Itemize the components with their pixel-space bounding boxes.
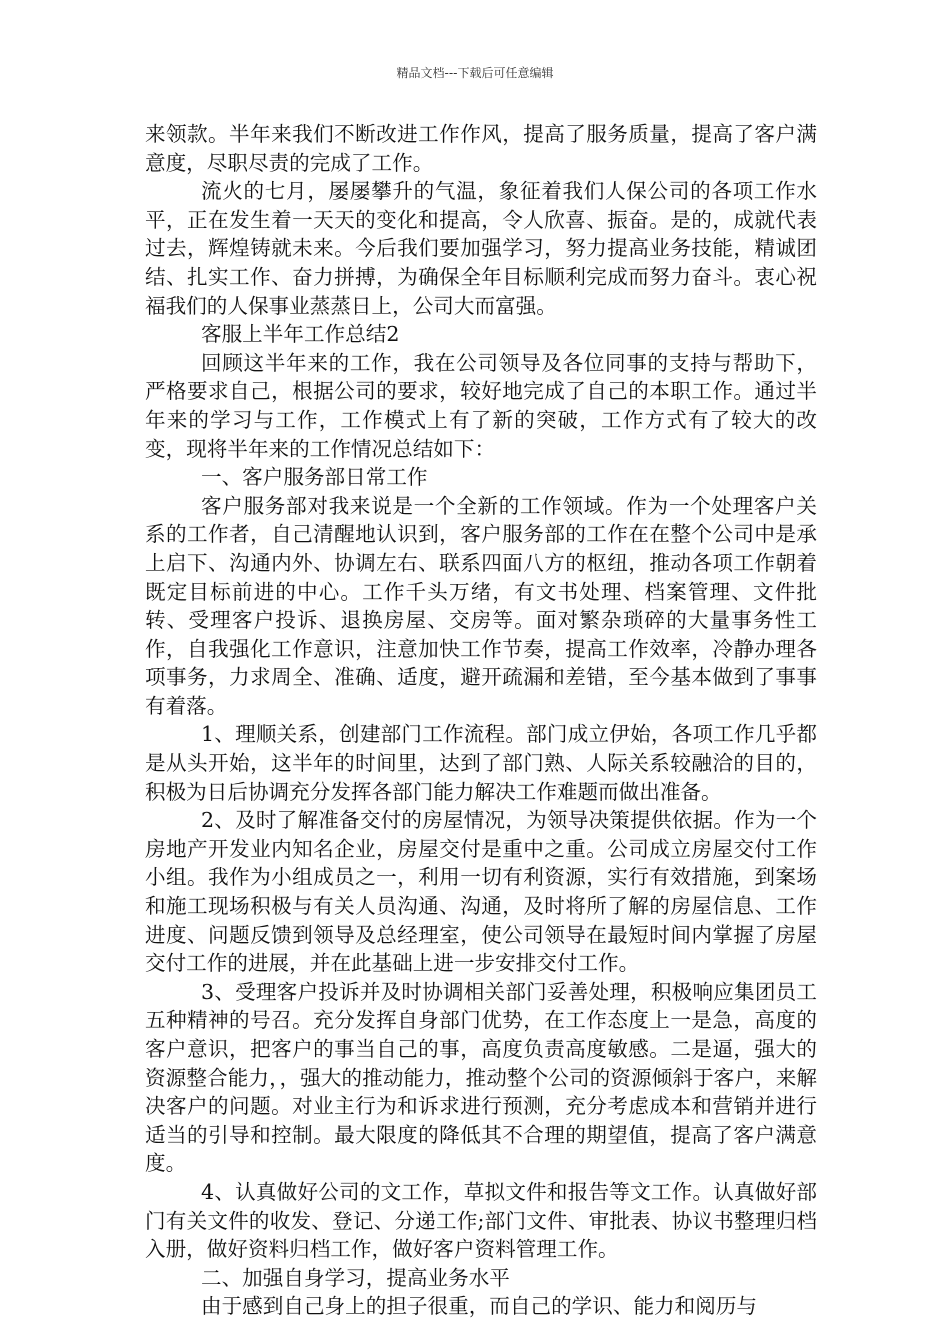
- paragraph: 来领款。半年来我们不断改进工作作风，提高了服务质量，提高了客户满意度，尽职尽责的完成了工作。: [145, 122, 817, 175]
- list-item: 1、理顺关系，创建部门工作流程。部门成立伊始，各项工作几乎都是从头开始，这半年的时间里，达到了部门熟、人际关系较融洽的目的，积极为日后协调充分发挥各部门能力解决工作难题而做出准备。: [145, 722, 817, 804]
- paragraph: 回顾这半年来的工作，我在公司领导及各位同事的支持与帮助下，严格要求自己，根据公司的要求，较好地完成了自己的本职工作。通过半年来的学习与工作，工作模式上有了新的突破，工作方式有了较大的改变，现将半年来的工作情况总结如下：: [145, 350, 817, 461]
- document-body: [145, 120, 817, 1321]
- list-item: 2、及时了解准备交付的房屋情况，为领导决策提供依据。作为一个房地产开发业内知名企业，房屋交付是重中之重。公司成立房屋交付工作小组。我作为小组成员之一，利用一切有利资源，实行有效措施，到案场和施工现场积极与有关人员沟通、沟通，及时将所了解的房屋信息、工作进度、问题反馈到领导及总经理室，使公司领导在最短时间内掌握了房屋交付工作的进展，并在此基础上进一步安排交付工作。: [145, 808, 817, 976]
- list-item: 4、认真做好公司的文工作，草拟文件和报告等文工作。认真做好部门有关文件的收发、登记、分递工作;部门文件、审批表、协议书整理归档入册，做好资料归档工作，做好客户资料管理工作。: [145, 1179, 817, 1262]
- paragraph: 客户服务部对我来说是一个全新的工作领域。作为一个处理客户关系的工作者，自己清醒地认识到，客户服务部的工作在在整个公司中是承上启下、沟通内外、协调左右、联系四面八方的枢纽，推动各项工作朝着既定目标前进的中心。工作千头万绪，有文书处理、档案管理、文件批转、受理客户投诉、退换房屋、交房等。面对繁杂琐碎的大量事务性工作，自我强化工作意识，注意加快工作节奏，提高工作效率，冷静办理各项事务，力求周全、准确、适度，避开疏漏和差错，至今基本做到了事事有着落。: [145, 493, 817, 718]
- section-title: 客服上半年工作总结2: [201, 322, 400, 347]
- section-heading: 二、加强自身学习，提高业务水平: [201, 1265, 510, 1290]
- section-heading: 一、客户服务部日常工作: [201, 465, 428, 490]
- page-header: 精品文档---下载后可任意编辑: [396, 66, 554, 80]
- list-item: 3、受理客户投诉并及时协调相关部门妥善处理，积极响应集团员工五种精神的号召。充分发挥自身部门优势，在工作态度上一是急，高度的客户意识，把客户的事当自己的事，高度负责高度敏感。二是逼，强大的资源整合能力，，强大的推动能力，推动整个公司的资源倾斜于客户，来解决客户的问题。对业主行为和诉求进行预测，充分考虑成本和营销并进行适当的引导和控制。最大限度的降低其不合理的期望值，提高了客户满意度。: [145, 979, 817, 1176]
- paragraph: 由于感到自己身上的担子很重，而自己的学识、能力和阅历与: [201, 1294, 758, 1319]
- paragraph: 流火的七月，屡屡攀升的气温，象征着我们人保公司的各项工作水平，正在发生着一天天的变化和提高，令人欣喜、振奋。是的，成就代表过去，辉煌铸就未来。今后我们要加强学习，努力提高业务技能，精诚团结、扎实工作、奋力拼搏，为确保全年目标顺利完成而努力奋斗。衷心祝福我们的人保事业蒸蒸日上，公司大而富强。: [145, 179, 817, 318]
